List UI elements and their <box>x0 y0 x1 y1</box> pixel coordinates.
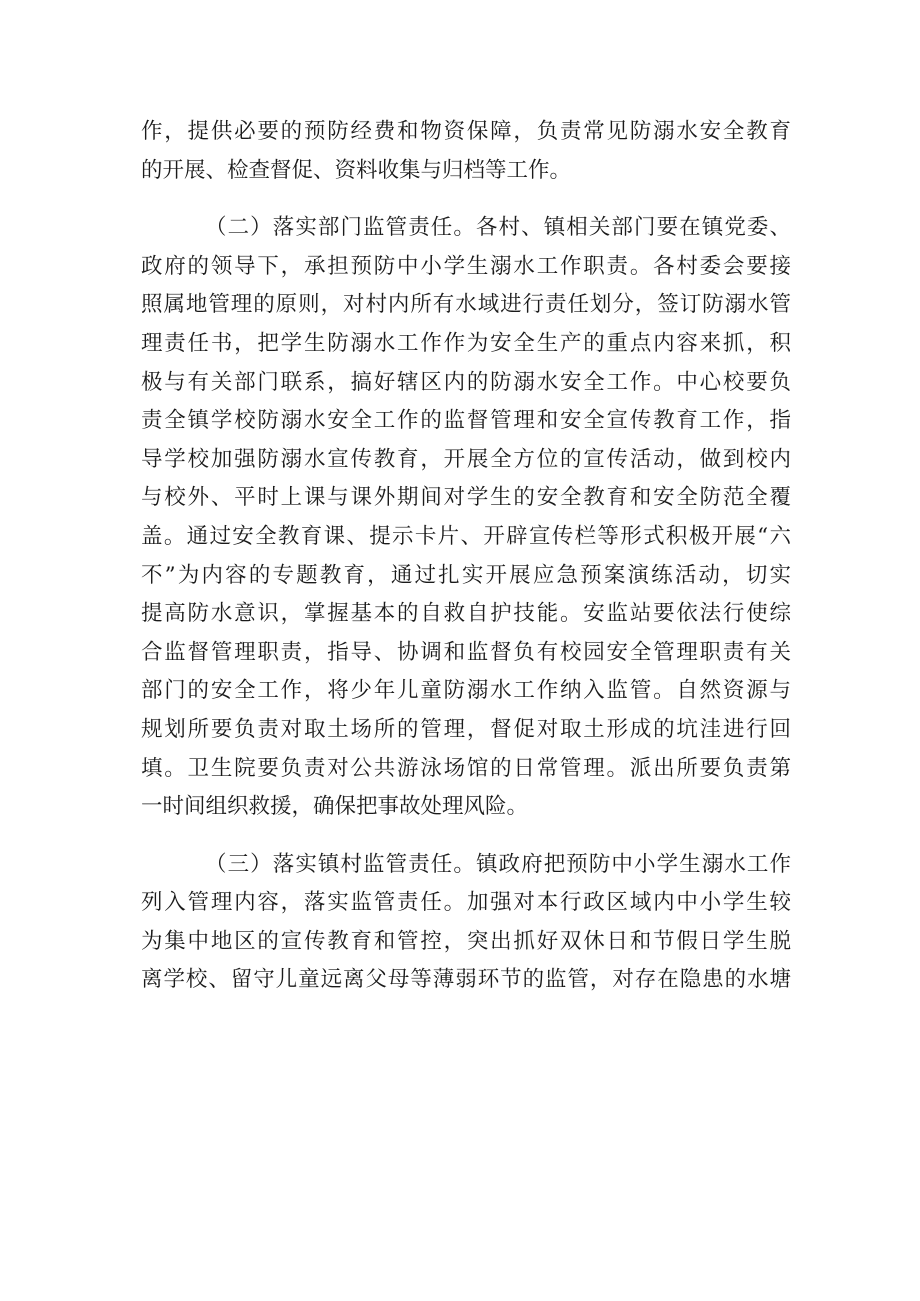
text-line: 导学校加强防溺水宣传教育，开展全方位的宣传活动，做到校内 <box>141 446 791 472</box>
paragraph-1 <box>141 113 791 190</box>
text-line: 填。卫生院要负责对公共游泳场馆的日常管理。派出所要负责第 <box>141 755 791 781</box>
text-line: 的开展、检查督促、资料收集与归档等工作。 <box>141 157 572 183</box>
text-line: （二）落实部门监管责任。各村、镇相关部门要在镇党委、 <box>205 215 791 241</box>
paragraph-2 <box>141 209 791 827</box>
text-line: 作，提供必要的预防经费和物资保障，负责常见防溺水安全教育 <box>141 119 791 144</box>
text-line: 不”为内容的专题教育，通过扎实开展应急预案演练活动，切实 <box>141 562 791 588</box>
text-line: 极与有关部门联系，搞好辖区内的防溺水安全工作。中心校要负 <box>141 369 791 395</box>
text-line: 理责任书，把学生防溺水工作作为安全生产的重点内容来抓，积 <box>141 330 791 356</box>
text-line: （三）落实镇村监管责任。镇政府把预防中小学生溺水工作 <box>205 851 791 877</box>
text-line: 离学校、留守儿童远离父母等薄弱环节的监管，对存在隐患的水塘 <box>141 967 791 993</box>
text-line: 提高防水意识，掌握基本的自救自护技能。安监站要依法行使综 <box>141 601 791 627</box>
text-line: 盖。通过安全教育课、提示卡片、开辟宣传栏等形式积极开展“六 <box>141 523 791 549</box>
text-line: 为集中地区的宣传教育和管控，突出抓好双休日和节假日学生脱 <box>141 928 791 954</box>
text-line: 合监督管理职责，指导、协调和监督负有校园安全管理职责有关 <box>141 639 791 665</box>
text-line: 政府的领导下，承担预防中小学生溺水工作职责。各村委会要接 <box>141 253 791 279</box>
text-line: 与校外、平时上课与课外期间对学生的安全教育和安全防范全覆 <box>141 485 791 511</box>
text-line: 一时间组织救援，确保把事故处理风险。 <box>141 794 529 820</box>
text-line: 部门的安全工作，将少年儿童防溺水工作纳入监管。自然资源与 <box>141 678 791 704</box>
paragraph-3 <box>141 846 791 1000</box>
text-line: 列入管理内容，落实监管责任。加强对本行政区域内中小学生较 <box>141 890 791 916</box>
text-line: 照属地管理的原则，对村内所有水域进行责任划分，签订防溺水管 <box>141 292 791 318</box>
text-line: 责全镇学校防溺水安全工作的监督管理和安全宣传教育工作，指 <box>141 408 791 434</box>
text-line: 规划所要负责对取土场所的管理，督促对取土形成的坑洼进行回 <box>141 716 791 742</box>
document-body <box>141 113 791 1000</box>
